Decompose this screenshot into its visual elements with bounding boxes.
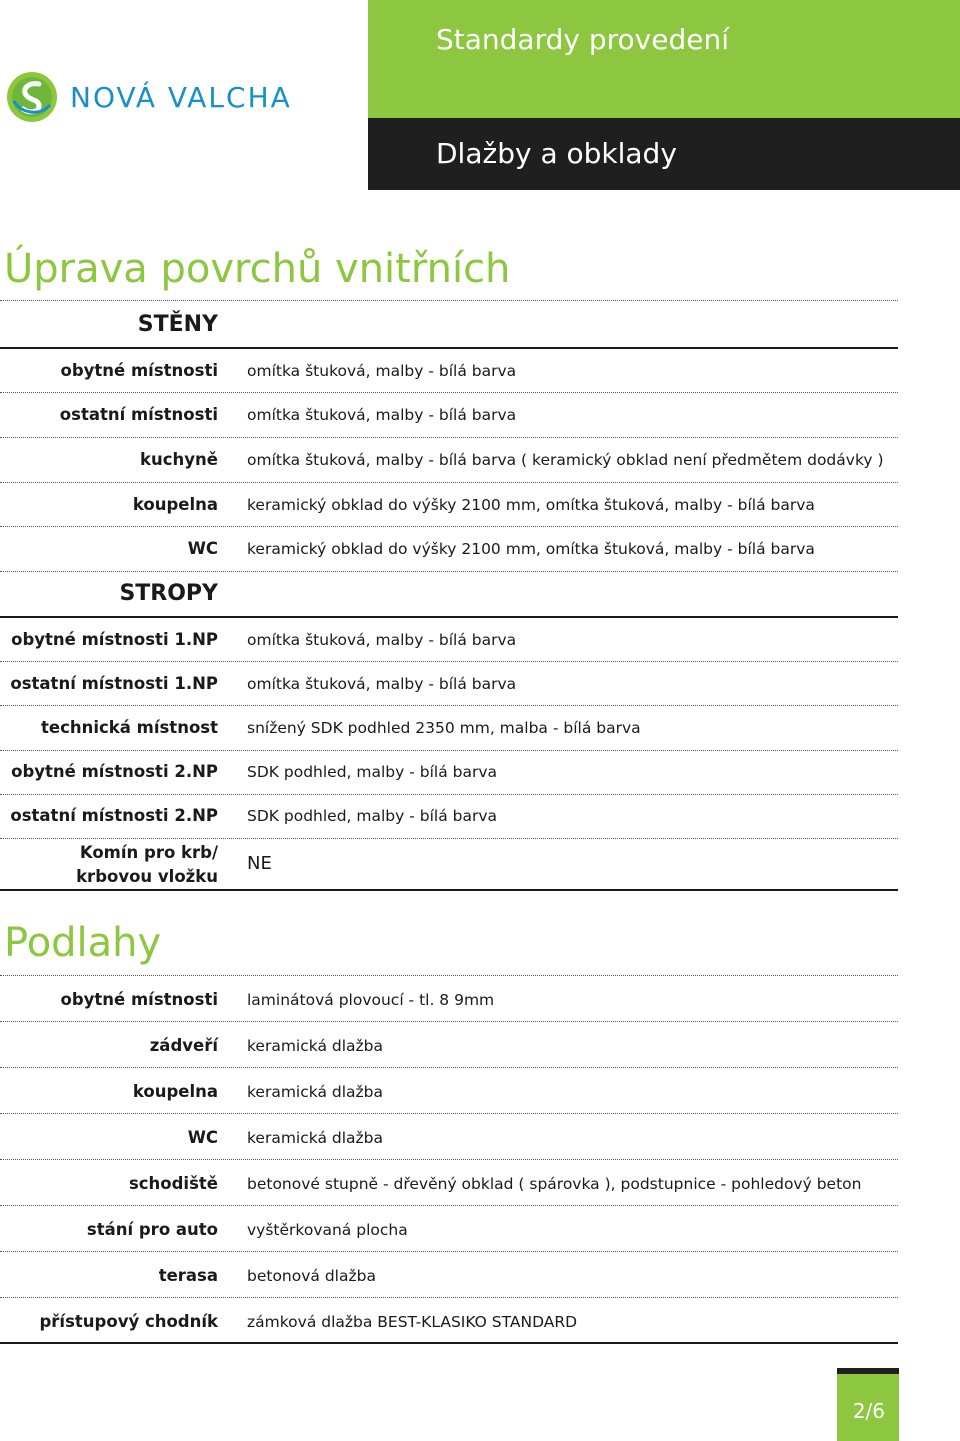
row-label: zádveří <box>149 1036 218 1055</box>
section-title-interior: Úprava povrchů vnitřních <box>4 246 511 292</box>
row-value: laminátová plovoucí - tl. 8 9mm <box>247 991 495 1009</box>
row-value: betonové stupně - dřevěný obklad ( spárovka ), podstupnice - pohledový beton <box>247 1175 862 1193</box>
row-label: koupelna <box>132 1082 218 1101</box>
row-label: terasa <box>158 1266 218 1285</box>
row-value: omítka štuková, malby - bílá barva <box>247 631 517 649</box>
row-value: NE <box>247 853 272 874</box>
row-value: keramická dlažba <box>247 1083 384 1101</box>
page-number: 2/6 <box>852 1399 885 1423</box>
row-value: betonová dlažba <box>247 1267 376 1285</box>
row-label: WC <box>187 539 218 558</box>
row-label: technická místnost <box>41 718 218 737</box>
row-label: ostatní místnosti 1.NP <box>10 674 218 693</box>
divider <box>0 482 898 483</box>
divider <box>0 437 898 438</box>
divider <box>0 661 898 662</box>
row-label: ostatní místnosti 2.NP <box>10 806 218 825</box>
row-value: omítka štuková, malby - bílá barva <box>247 362 517 380</box>
row-label: koupelna <box>132 495 218 514</box>
divider <box>0 347 898 349</box>
divider <box>0 571 898 572</box>
row-value: SDK podhled, malby - bílá barva <box>247 763 498 781</box>
row-value: keramický obklad do výšky 2100 mm, omítka štuková, malby - bílá barva <box>247 540 815 558</box>
divider <box>0 794 898 795</box>
page-title: Standardy provedení <box>436 23 729 56</box>
row-value: snížený SDK podhled 2350 mm, malba - bílá barva <box>247 719 641 737</box>
brand-name: NOVÁ VALCHA <box>70 80 292 114</box>
divider <box>0 300 898 301</box>
row-value: vyštěrkovaná plocha <box>247 1221 408 1239</box>
divider <box>0 1342 898 1344</box>
row-value: omítka štuková, malby - bílá barva <box>247 406 517 424</box>
divider <box>0 705 898 706</box>
row-label: obytné místnosti 1.NP <box>11 630 218 649</box>
divider <box>0 1205 898 1206</box>
divider <box>0 1113 898 1114</box>
divider <box>0 1159 898 1160</box>
page-number-badge <box>837 1368 899 1441</box>
row-value: keramická dlažba <box>247 1037 384 1055</box>
section-title-floors: Podlahy <box>4 920 162 966</box>
divider <box>0 392 898 393</box>
divider <box>0 526 898 527</box>
subheading-steny: STĚNY <box>137 312 218 337</box>
divider <box>0 616 898 618</box>
nova-valcha-logo-icon <box>6 71 58 123</box>
brand-logo <box>6 68 306 126</box>
row-value: omítka štuková, malby - bílá barva ( keramický obklad není předmětem dodávky ) <box>247 451 884 469</box>
page-subtitle: Dlažby a obklady <box>436 137 677 170</box>
row-label: kuchyně <box>140 450 218 469</box>
row-label: obytné místnosti <box>60 361 218 380</box>
divider <box>0 1021 898 1022</box>
row-label: krbovou vložku <box>76 867 218 886</box>
row-label: obytné místnosti <box>60 990 218 1009</box>
header-title-block <box>368 0 960 118</box>
row-value: zámková dlažba BEST-KLASIKO STANDARD <box>247 1313 578 1331</box>
subheading-stropy: STROPY <box>119 581 218 606</box>
row-label: přístupový chodník <box>39 1312 218 1331</box>
divider <box>0 1067 898 1068</box>
divider <box>0 1251 898 1252</box>
row-value: keramický obklad do výšky 2100 mm, omítka štuková, malby - bílá barva <box>247 496 815 514</box>
divider <box>0 838 898 839</box>
row-label: ostatní místnosti <box>59 405 218 424</box>
row-value: keramická dlažba <box>247 1129 384 1147</box>
row-label: schodiště <box>128 1174 218 1193</box>
row-value: omítka štuková, malby - bílá barva <box>247 675 517 693</box>
divider <box>0 1297 898 1298</box>
divider <box>0 889 898 891</box>
divider <box>0 975 898 976</box>
row-label: obytné místnosti 2.NP <box>11 762 218 781</box>
row-label: Komín pro krb/ <box>79 843 218 862</box>
row-label: stání pro auto <box>86 1220 218 1239</box>
divider <box>0 750 898 751</box>
row-value: SDK podhled, malby - bílá barva <box>247 807 498 825</box>
header-subtitle-block <box>368 118 960 190</box>
row-label: WC <box>187 1128 218 1147</box>
